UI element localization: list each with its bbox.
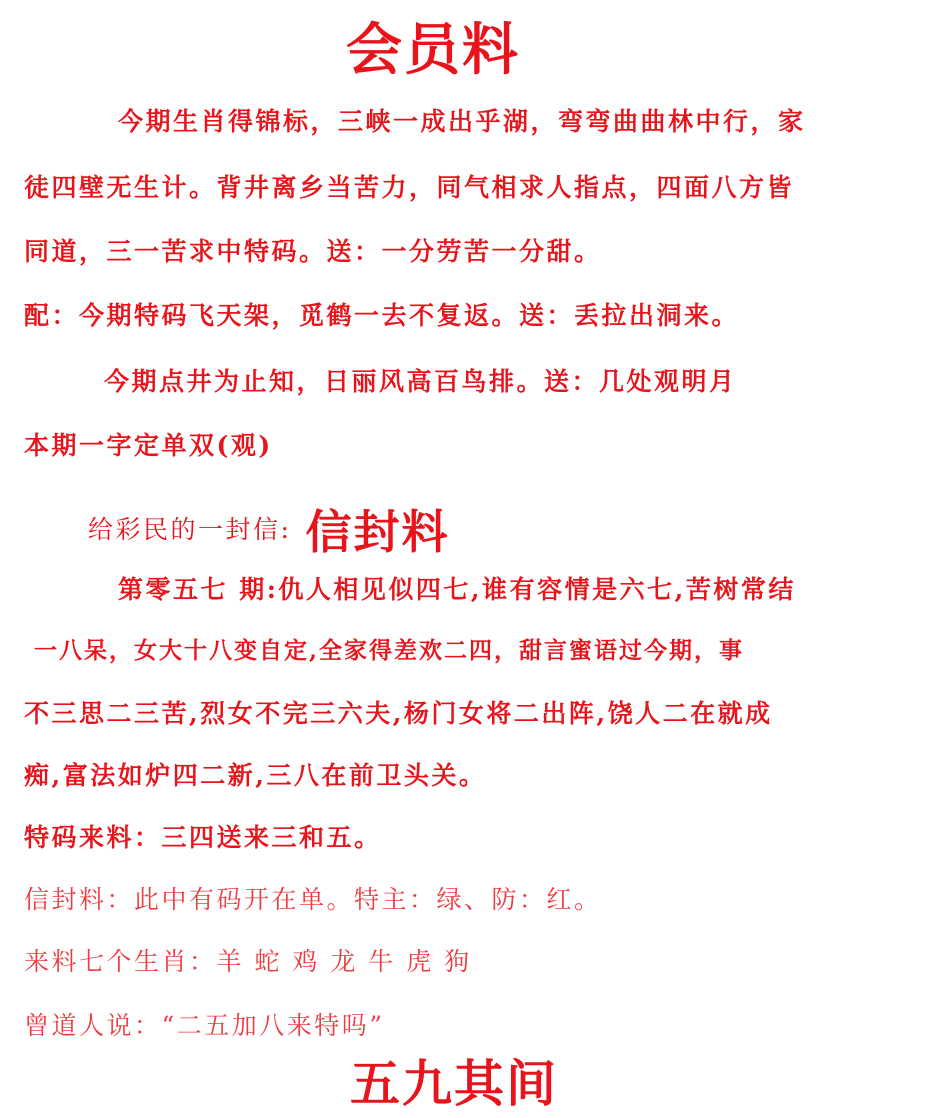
envelope-line-3: 不三思二三苦,烈女不完三六夫,杨门女将二出阵,饶人二在就成 — [24, 699, 773, 728]
envelope-title: 信封料 — [305, 505, 450, 559]
envelope-header — [88, 496, 449, 562]
envelope-line-7: 来料七个生肖：羊 蛇 鸡 龙 牛 虎 狗 — [24, 947, 472, 976]
envelope-line-5: 特码来料：三四送来三和五。 — [24, 823, 382, 852]
member-line-1: 今期生肖得锦标，三峡一成出乎湖，弯弯曲曲林中行，家 — [118, 107, 806, 136]
member-line-2: 徒四壁无生计。背井离乡当苦力，同气相求人指点，四面八方皆 — [24, 173, 795, 202]
footer-title: 五九其间 — [350, 1054, 558, 1113]
envelope-line-4: 痴,富法如炉四二新,三八在前卫头关。 — [24, 761, 487, 790]
envelope-line-1: 第零五七 期:仇人相见似四七,谁有容情是六七,苦树常结 — [118, 575, 796, 604]
envelope-line-2: 一八呆，女大十八变自定,全家得差欢二四，甜言蜜语过今期，事 — [34, 637, 745, 664]
envelope-line-6: 信封料：此中有码开在单。特主：绿、防：红。 — [24, 885, 602, 914]
envelope-intro: 给彩民的一封信: — [88, 515, 292, 544]
member-line-6: 本期一字定单双(观) — [24, 431, 273, 460]
envelope-line-8: 曾道人说：“二五加八来特吗” — [24, 1011, 385, 1040]
member-line-4: 配：今期特码飞天架，觅鹤一去不复返。送：丢拉出洞来。 — [24, 301, 740, 330]
member-line-5: 今期点井为止知，日丽风高百鸟排。送：几处观明月 — [104, 367, 737, 396]
member-line-3: 同道，三一苦求中特码。送：一分劳苦一分甜。 — [24, 237, 602, 266]
member-title: 会员料 — [346, 17, 520, 83]
